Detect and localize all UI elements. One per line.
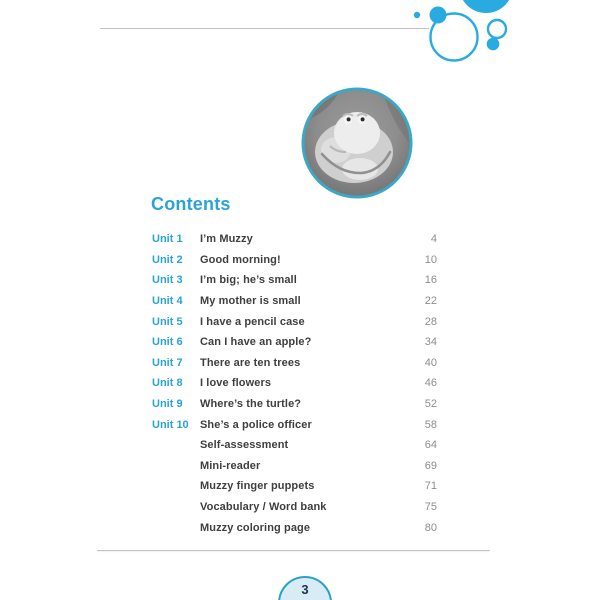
unit-label: Unit 5 bbox=[152, 315, 183, 328]
unit-label: Unit 7 bbox=[152, 356, 183, 369]
toc-row bbox=[152, 435, 437, 456]
entry-title: Mini-reader bbox=[200, 459, 261, 472]
top-divider bbox=[100, 28, 429, 29]
entry-page-number: 64 bbox=[424, 439, 437, 452]
toc-row bbox=[152, 456, 437, 477]
unit-label: Unit 10 bbox=[152, 418, 189, 431]
unit-label: Unit 4 bbox=[152, 295, 183, 308]
entry-title: I’m Muzzy bbox=[200, 233, 253, 246]
entry-title: I’m big; he’s small bbox=[200, 274, 297, 287]
muzzy-photo bbox=[300, 86, 414, 200]
entry-page-number: 58 bbox=[424, 418, 437, 431]
toc-row bbox=[152, 373, 437, 394]
toc-row bbox=[152, 250, 437, 271]
toc-row bbox=[152, 311, 437, 332]
entry-page-number: 16 bbox=[424, 274, 437, 287]
entry-page-number: 69 bbox=[424, 459, 437, 472]
entry-title: Where’s the turtle? bbox=[200, 398, 302, 411]
unit-label: Unit 6 bbox=[152, 336, 183, 349]
toc-row bbox=[152, 353, 437, 374]
entry-page-number: 71 bbox=[424, 480, 437, 493]
unit-label: Unit 1 bbox=[152, 233, 183, 246]
unit-label: Unit 8 bbox=[152, 377, 183, 390]
decor-circle-clipped bbox=[459, 0, 513, 13]
decor-ring-large bbox=[431, 14, 478, 61]
entry-title: Vocabulary / Word bank bbox=[200, 501, 327, 514]
entry-page-number: 22 bbox=[424, 295, 437, 308]
entry-page-number: 40 bbox=[424, 356, 437, 369]
toc-list bbox=[152, 229, 437, 538]
toc-row bbox=[152, 229, 437, 250]
entry-title: Self-assessment bbox=[200, 439, 289, 452]
decor-dot-bottom bbox=[487, 38, 500, 51]
entry-page-number: 46 bbox=[424, 377, 437, 390]
entry-page-number: 10 bbox=[424, 253, 437, 266]
entry-page-number: 80 bbox=[424, 521, 437, 534]
toc-row bbox=[152, 291, 437, 312]
toc-row bbox=[152, 476, 437, 497]
page-number: 3 bbox=[301, 582, 309, 597]
entry-title: Muzzy coloring page bbox=[200, 521, 311, 534]
decorative-bubbles-icon bbox=[400, 0, 600, 70]
toc-row bbox=[152, 270, 437, 291]
toc-row bbox=[152, 517, 437, 538]
toc-row bbox=[152, 414, 437, 435]
entry-page-number: 28 bbox=[424, 315, 437, 328]
entry-title: I love flowers bbox=[200, 377, 272, 390]
entry-page-number: 75 bbox=[424, 501, 437, 514]
page-title: Contents bbox=[151, 194, 231, 214]
decor-dot-small bbox=[414, 12, 420, 18]
unit-label: Unit 3 bbox=[152, 274, 183, 287]
entry-title: She’s a police officer bbox=[200, 418, 312, 431]
entry-page-number: 34 bbox=[424, 336, 437, 349]
entry-page-number: 4 bbox=[430, 233, 437, 246]
bottom-divider bbox=[97, 550, 490, 551]
unit-label: Unit 9 bbox=[152, 398, 183, 411]
page-number-badge bbox=[278, 576, 332, 600]
entry-title: Good morning! bbox=[200, 253, 281, 266]
entry-title: Can I have an apple? bbox=[200, 336, 312, 349]
toc-row bbox=[152, 332, 437, 353]
toc-row bbox=[152, 497, 437, 518]
entry-page-number: 52 bbox=[424, 398, 437, 411]
toc-row bbox=[152, 394, 437, 415]
entry-title: Muzzy finger puppets bbox=[200, 480, 315, 493]
decor-ring-small bbox=[488, 20, 506, 38]
entry-title: There are ten trees bbox=[200, 356, 301, 369]
unit-label: Unit 2 bbox=[152, 253, 183, 266]
entry-title: My mother is small bbox=[200, 295, 301, 308]
entry-title: I have a pencil case bbox=[200, 315, 305, 328]
